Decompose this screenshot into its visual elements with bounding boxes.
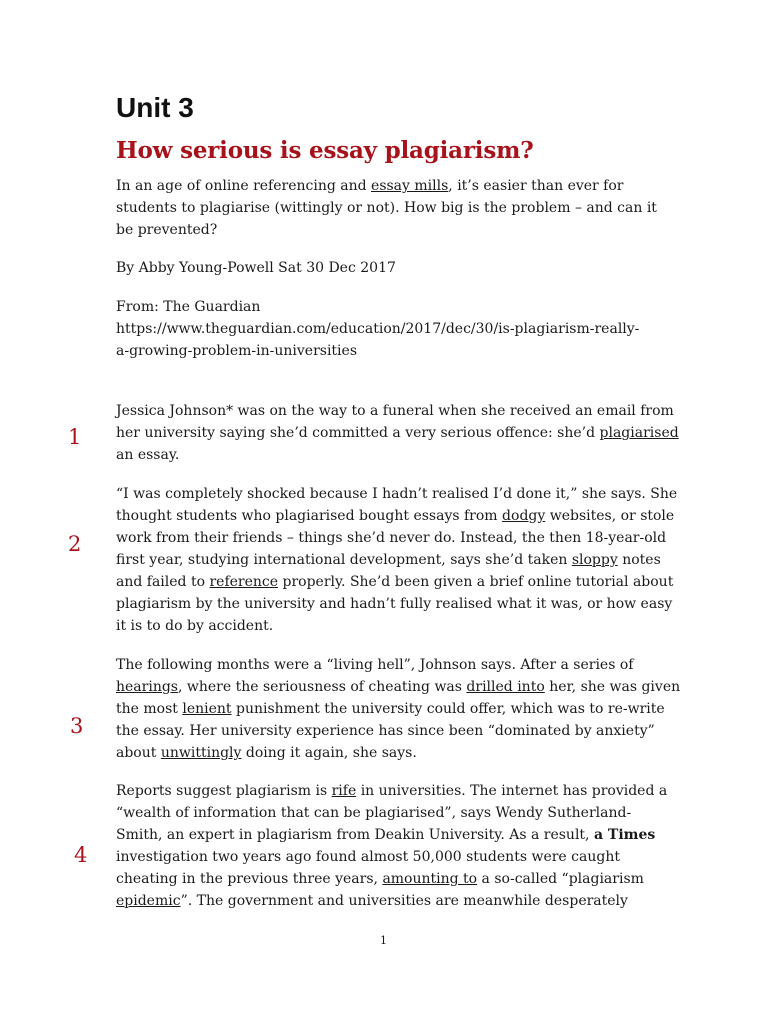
source-block bbox=[116, 296, 656, 362]
unit-heading: Unit 3 bbox=[116, 92, 194, 123]
vocab-unwittingly: unwittingly bbox=[160, 745, 242, 761]
vocab-rife: rife bbox=[331, 783, 357, 799]
vocab-epidemic: epidemic bbox=[116, 893, 181, 909]
paragraph-3: The following months were a “living hell”, Johnson says. After a series of hearings, where the seriousness of cheating was drilled into her, she was given the most lenient punishment the university could offer, which was to re-write the essay. Her university experience has since been “dominated by anxiety” about unwittingly doing it again, she says. bbox=[116, 657, 681, 761]
vocab-reference: reference bbox=[209, 574, 279, 590]
vocab-sloppy: sloppy bbox=[571, 552, 618, 568]
paragraph-1: Jessica Johnson* was on the way to a funeral when she received an email from her university saying she’d committed a very serious offence: she’d plagiarised an essay. bbox=[116, 403, 679, 463]
times-investigation-bold: a Times bbox=[593, 827, 656, 843]
vocab-dodgy: dodgy bbox=[502, 508, 546, 524]
article-title: How serious is essay plagiarism? bbox=[116, 137, 534, 164]
intro-paragraph: In an age of online referencing and essay mills, it’s easier than ever for students to plagiarise (wittingly or not). How big is the problem – and can it be prevented? bbox=[116, 178, 657, 238]
paragraph-4: Reports suggest plagiarism is rife in universities. The internet has provided a “wealth of information that can be plagiarised”, says Wendy Sutherland- Smith, an expert in plagiarism from Deakin University. As a result, a Times investigation two years ago found almost 50,000 students were caught cheating in the previous three years, amounting to a so-called “plagiarism epidemic”. The government and universities are meanwhile desperately bbox=[116, 783, 668, 909]
paragraph-number-2: 2 bbox=[68, 532, 82, 556]
vocab-plagiarised: plagiarised bbox=[599, 425, 679, 441]
vocab-lenient: lenient bbox=[182, 701, 232, 717]
page-number: 1 bbox=[380, 934, 387, 947]
vocab-amounting-to: amounting to bbox=[382, 871, 478, 887]
paragraph-2: “I was completely shocked because I hadn’t realised I’d done it,” she says. She thought students who plagiarised bought essays from dodgy websites, or stole work from their friends – things she’d never do. Instead, the then 18-year-old first year, studying international development, says she’d taken sloppy notes and failed to reference properly. She’d been given a brief online tutorial about plagiarism by the university and hadn’t fully realised what it was, or how easy it is to do by accident. bbox=[116, 486, 678, 634]
source-from: From: The Guardian bbox=[116, 299, 261, 315]
vocab-hearings: hearings bbox=[116, 679, 178, 695]
byline: By Abby Young-Powell Sat 30 Dec 2017 bbox=[116, 260, 396, 276]
paragraph-number-3: 3 bbox=[70, 714, 84, 738]
paragraph-number-1: 1 bbox=[68, 425, 82, 449]
paragraph-number-4: 4 bbox=[74, 843, 88, 867]
vocab-essay-mills: essay mills bbox=[371, 178, 449, 194]
source-url: https://www.theguardian.com/education/2017/dec/30/is-plagiarism-really- bbox=[116, 321, 640, 337]
source-url-cont: a-growing-problem-in-universities bbox=[116, 343, 358, 359]
vocab-drilled-into: drilled into bbox=[466, 679, 545, 695]
